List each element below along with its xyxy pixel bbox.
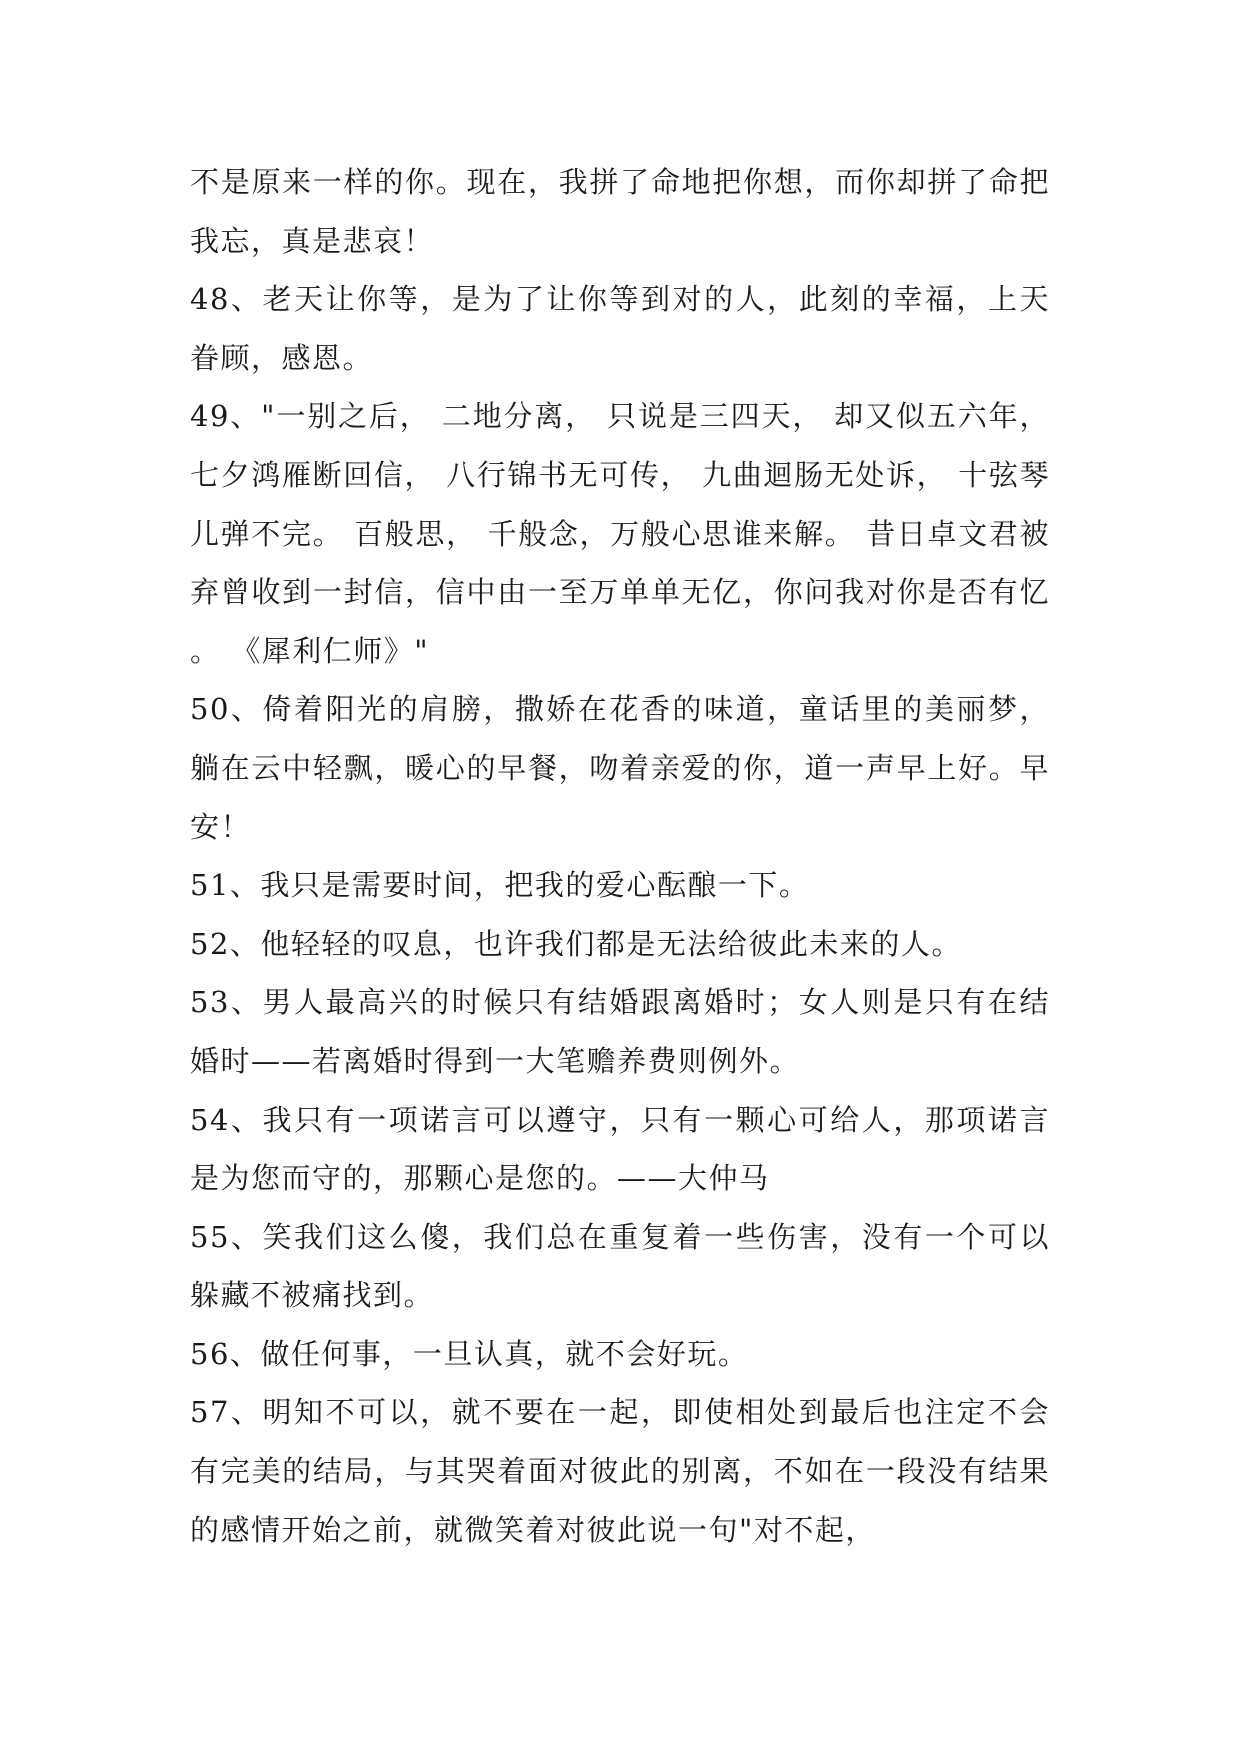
quote-54: 54、我只有一项诺言可以遵守，只有一颗心可给人，那项诺言是为您而守的，那颗心是您的。——大仲马 <box>190 1102 1050 1196</box>
document-body <box>190 153 1050 1559</box>
paragraph-continuation: 不是原来一样的你。现在，我拼了命地把你想，而你却拼了命把我忘，真是悲哀！ <box>190 165 1050 258</box>
quote-55: 55、笑我们这么傻，我们总在重复着一些伤害，没有一个可以躲藏不被痛找到。 <box>190 1219 1050 1313</box>
quote-49: 49、"一别之后， 二地分离， 只说是三四天， 却又似五六年， 七夕鸿雁断回信， 八行锦书无可传， 九曲迴肠无处诉， 十弦琴儿弹不完。 百般思， 千般念，万般心思谁来解。 昔日卓文君被弃曾收到一封信，信中由一至万单单无亿，你问我对你是否有忆。 《犀利仁师》" <box>190 399 1050 668</box>
quote-53: 53、男人最高兴的时候只有结婚跟离婚时；女人则是只有在结婚时——若离婚时得到一大笔赡养费则例外。 <box>190 985 1050 1078</box>
quote-56: 56、做任何事，一旦认真，就不会好玩。 <box>190 1336 749 1371</box>
quote-48: 48、老天让你等，是为了让你等到对的人，此刻的幸福，上天眷顾，感恩。 <box>190 282 1050 375</box>
quote-51: 51、我只是需要时间，把我的爱心酝酿一下。 <box>190 868 810 903</box>
quote-57: 57、明知不可以，就不要在一起，即使相处到最后也注定不会有完美的结局，与其哭着面对彼此的别离，不如在一段没有结果的感情开始之前，就微笑着对彼此说一句"对不起， <box>190 1395 1050 1547</box>
quote-52: 52、他轻轻的叹息，也许我们都是无法给彼此未来的人。 <box>190 926 962 961</box>
quote-50: 50、倚着阳光的肩膀，撒娇在花香的味道，童话里的美丽梦，躺在云中轻飘，暖心的早餐，吻着亲爱的你，道一声早上好。早安！ <box>190 692 1050 844</box>
